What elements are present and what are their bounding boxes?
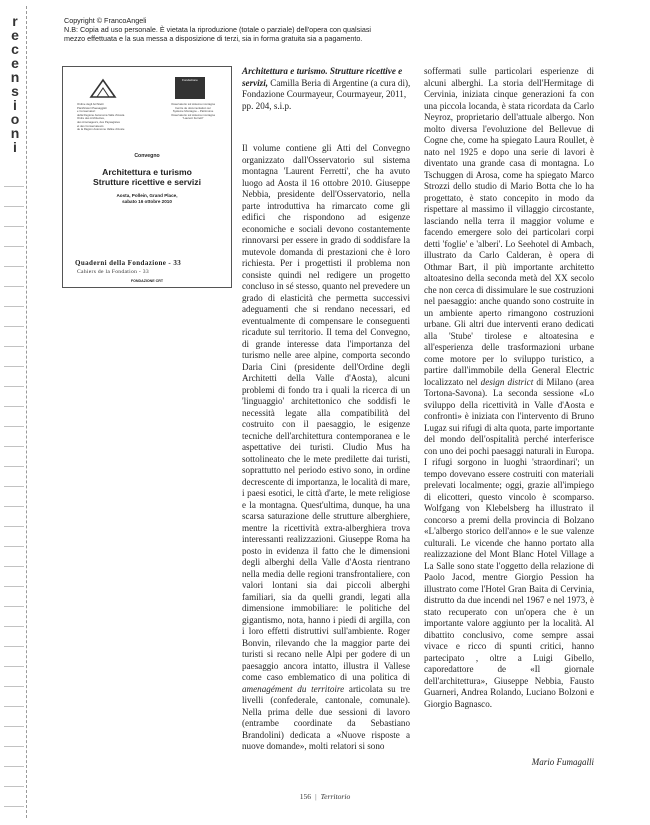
review-column-right [424,66,594,710]
cover-title: Architettura e turismo Strutture ricettive e servizi [93,167,201,187]
cover-convegno-label: Convegno [134,153,160,159]
reference-title: Architettura e turismo. Strutture ricettive e servizi, [242,66,403,88]
fondazione-logo-icon: Fondazione [175,77,205,99]
cover-place-date: Aosta, Pollein, Grand Place, sabato 16 ottobre 2010 [116,193,178,204]
page-number: 156 [299,792,312,801]
review-author: Mario Fumagalli [531,757,594,767]
section-sidebar [4,6,27,818]
review-text-left: Il volume contiene gli Atti del Convegno organizzato dall'Osservatorio sul sistema montagna 'Laurent Ferretti', che ha avuto luogo ad Aosta il 16 ottobre 2010. Giuseppe Nebbia, presidente dell'Osservatorio, nella parte introduttiva ha rimarcato come gli edifici che rispondono ad esigenze economiche e sociali devono costantemente rinnovarsi per essere in grado di soddisfare la mutevole domanda di prestazioni che è loro richiesta. Per i progettisti il problema non consiste quindi nel redigere un progetto concluso in sé stesso, quanto nel prevedere un grado di elasticità che permetta successivi adeguamenti che si rendano necessari, ed eventualmente di compensare le conseguenti ricadute sul territorio. Il tema del Convegno, di grande interesse data l'importanza del turismo nelle aree alpine, comporta secondo Daria Cini (presidente dell'Ordine degli Architetti della Valle d'Aosta), alcuni problemi di fondo tra i quali la ricerca di un 'linguaggio' architettonico che soddisfi le necessità legate alla compatibilità del costruito con il paesaggio, le esigenze tecniche dell'architettura contemporanea e le aspettative dei turisti. Cludio Mus ha sottolineato che le mete predilette dai turisti, soprattutto nel periodo estivo sono, in ordine decrescente di importanza, le località di mare, i paesi esotici, le città d'arte, le mete religiose e la montagna. Quest'ultima, dunque, ha una scarsa saturazione delle strutture alberghiere, mentre la ricettività extra-alberghiera trova interessanti realizzazioni. Giuseppe Roma ha posto in evidenza il fatto che le dimensioni degli alberghi della Valle d'Aosta rientrano nella media delle regioni transfrontaliere, con valori lontani sia dai piccoli alberghi familiari, sia da quelli grandi, legati alla dimensione immobiliare: le politiche del gigantismo, nota, hanno i piedi di argilla, con i loro effetti distruttivi sull'ambiente. Roger Bonvin, rilevando che la maggior parte dei turisti si recano nelle Alpi per godere di un paesaggio ancora intatto, illustra il Vallese come caso emblematico di una politica di amenagément du territoire articolata su tre livelli (confederale, cantonale, comunale). Nella prima delle due sessioni di lavoro (entrambe coordinate da Sebastiano Brandolini) dedicata a «Nuove risposte a nuove domande», molti relatori si sono [242,143,410,751]
book-reference [242,66,412,112]
page-footer [0,792,650,801]
section-label-recensioni: r e c e n s i o n i [10,13,20,155]
cover-series-french: Cahiers de la Fondation - 33 [77,269,149,275]
journal-name: Territorio [320,792,351,801]
copyright-line-1: Copyright © FrancoAngeli [64,16,147,25]
dashed-rule [4,176,24,816]
observatory-text: Osservatorio sul sistema montagna Centre de documentation sur Système Montagne – Patrimoine Osservatorio sul sistema montagna "Laurent Ferretti" [171,102,215,121]
copyright-line-2: N.B: Copia ad uso personale. È vietata la riproduzione (totale o parziale) dell'opera con qualsiasi [64,25,372,34]
reference-details: Camilla Beria di Argentine (a cura di), Fondazione Courmayeur, Courmayeur, 2011, pp. 204, s.i.p. [242,77,411,111]
copyright-notice [64,16,624,43]
review-text-right: soffermati sulle particolari esperienze di alcuni alberghi. La storia dell'Hermitage di Cervinia, iniziata cinque generazioni fa con una piccola locanda, è stata ricordata da Carlo Neyroz, proprietario dell'attuale albergo. Non molto diversa l'evoluzione del Bellevue di Cogne che, come ha spiegato Laura Roullet, è nato nel 1925 e dopo una serie di lavori è diventato una grande casa di montagna. Lo Tschuggen di Arosa, come ha spiegato Marco Strozzi dello studio di Mario Botta che lo ha progettato, è stato concepito in modo da rispettare al massimo il villaggio circostante, lasciando nella terra il maggior volume e facendo emergere solo dei particolari corpi detti 'foglie' e 'alberi'. Lo Seehotel di Ambach, illustrato da Carlo Calderan, è opera di Othmar Bart, il più importante architetto altoatesino della seconda metà del XX secolo che non cerca di dissimulare le sue costruzioni nel paesaggio: anche quando sono costruite in un ambiente aperto rimangono costruzioni urbane. Gli altri due interventi erano dedicati alla 'Stube' tirolese e altoatesina e all'esperienza delle trasformazioni urbane come motore per lo sviluppo turistico, a partire dall'immobile della General Electric localizzato nel design district di Milano (area Tortona-Savona). La seconda sessione «Lo sviluppo della ricettività in Valle d'Aosta e confronti» è iniziata con l'intervento di Bruno Lugaz sui rifugi di alta quota, parte importante del mondo dell'ospitalità perché interferisce con uno dei pochi paesaggi naturali in Europa. I rifugi sorgono in luoghi 'straordinari'; un tempo dovevano essere costruiti con materiali prelevati localmente; oggi, grazie all'impiego di elicotteri, questo vincolo è scomparso. Wolfgang von Klebelsberg ha illustrato il concorso a premi della provincia di Bolzano «L'albergo storico dell'anno» e le sue valenze culturali. Le vicende che hanno portato alla realizzazione del Mont Blanc Hotel Village a La Salle sono state l'oggetto della relazione di Paolo Jacod, mentre Giorgio Pession ha illustrato come l'Hotel Gran Baita di Cervinia, distrutto da due incendi nel 1967 e nel 1973, è stato recuperato con un'opera che è un importante valore aggiunto per la località. Al dibattito conclusivo, come sempre assai vivace e ricco di spunti critici, hanno partecipato , oltre a Luigi Gibello, caporedattore de «Il giornale dell'architettura», Giuseppe Nebbia, Fausto Guarneri, Andrea Rolando, Luciano Bolzoni e Giorgio Bagnasco. [424,66,594,709]
review-column-left [242,143,410,753]
cover-series-italian: Quaderni della Fondazione - 33 [75,259,182,267]
copyright-line-3: mezzo effettuata e la sua messa a disposizione di terzi, sia in forma gratuita sia a pagamento. [64,34,363,43]
cover-publisher: FONDAZIONE CRT [130,279,164,283]
footer-separator: | [315,792,317,801]
architects-order-text: Ordine degli Architetti Pianificatori Paesaggisti e Conservatori della Regione Autonoma Valle d'Aosta Ordre des Architectes, des Aménageurs, des Paysagistes et des Conservateurs de la Région Autonome Vallée d'Aoste [77,102,125,132]
book-cover-image [62,66,232,288]
architects-order-logo-icon [89,77,117,99]
